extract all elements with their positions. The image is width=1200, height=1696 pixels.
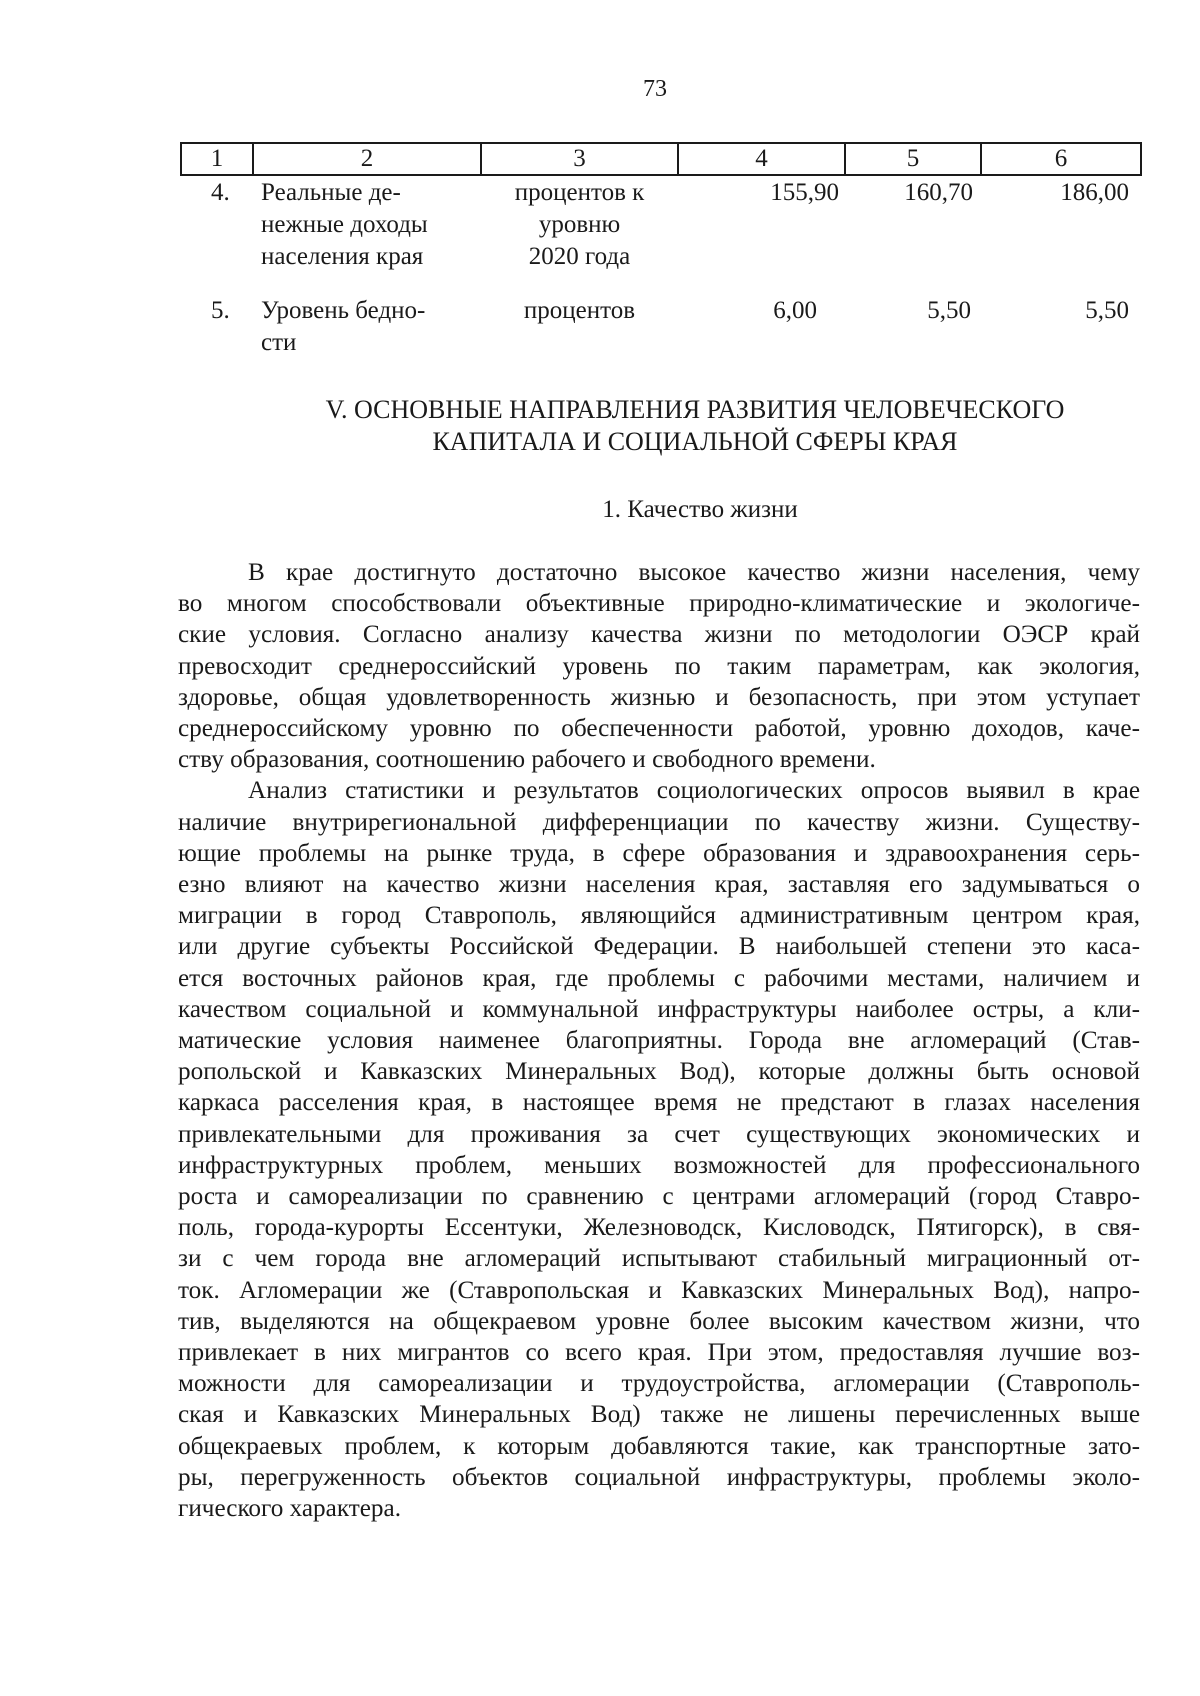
indicators-table — [180, 142, 1142, 359]
text-line: инфраструктурных проблем, меньших возможностей для профессионального — [178, 1151, 1140, 1179]
text-line: езно влияют на качество жизни населения края, заставляя его задумываться о — [178, 871, 1140, 899]
indicator-name-line: нежные доходы — [261, 211, 428, 238]
section-title-line: V. ОСНОВНЫЕ НАПРАВЛЕНИЯ РАЗВИТИЯ ЧЕЛОВЕЧЕСКОГО — [325, 395, 1065, 424]
text-line: ток. Агломерации же (Ставропольская и Кавказских Минеральных Вод), напро- — [178, 1276, 1140, 1304]
section-title-line: КАПИТАЛА И СОЦИАЛЬНОЙ СФЕРЫ КРАЯ — [432, 427, 958, 456]
body-text — [178, 557, 1140, 1524]
text-line: миграции в город Ставрополь, являющийся административным центром края, — [178, 902, 1140, 930]
table-header-cell: 3 — [481, 143, 678, 175]
table-header-cell: 1 — [181, 143, 253, 175]
subsection-title: 1. Качество жизни — [602, 496, 798, 523]
indicator-unit — [481, 175, 678, 295]
text-line: каркаса расселения края, в настоящее время не предстают в глазах населения — [178, 1089, 1140, 1117]
text-line: ется восточных районов края, где проблемы с рабочими местами, наличием и — [178, 964, 1140, 992]
text-line: общекраевых проблем, к которым добавляются такие, как транспортные зато- — [178, 1432, 1140, 1460]
table-header-cell: 5 — [845, 143, 981, 175]
indicator-unit-line: процентов к — [514, 179, 645, 206]
text-line: можности для самореализации и трудоустройства, агломерации (Ставрополь- — [178, 1370, 1140, 1398]
indicator-unit-line: процентов — [523, 297, 636, 324]
text-line: наличие внутрирегиональной дифференциации по качеству жизни. Существу- — [178, 808, 1140, 836]
indicator-name — [253, 295, 481, 359]
text-line: здоровье, общая удовлетворенность жизнью и безопасность, при этом уступает — [178, 683, 1140, 711]
indicator-unit-line: 2020 года — [528, 243, 631, 270]
indicator-name-line: Уровень бедно- — [261, 297, 426, 324]
table-row — [181, 175, 1141, 295]
text-line: ская и Кавказских Минеральных Вод) также не лишены перечисленных выше — [178, 1401, 1140, 1429]
table-header-cell: 2 — [253, 143, 481, 175]
paragraph — [178, 557, 1140, 775]
indicator-name-line: сти — [261, 329, 297, 356]
text-line: во многом способствовали объективные природно-климатические и экологиче- — [178, 590, 1140, 618]
value-cell-6: 5,50 — [1085, 297, 1129, 324]
text-line: ропольской и Кавказских Минеральных Вод), которые должны быть основой — [178, 1058, 1140, 1086]
text-line: привлекает в них мигрантов со всего края. При этом, предоставляя лучшие воз- — [178, 1339, 1140, 1367]
text-line: ры, перегруженность объектов социальной инфраструктуры, проблемы эколо- — [178, 1463, 1140, 1491]
text-line: или другие субъекты Российской Федерации. В наибольшей степени это каса- — [178, 933, 1140, 961]
value-cell-5: 5,50 — [927, 297, 971, 324]
text-line: В крае достигнуто достаточно высокое качество жизни населения, чему — [248, 559, 1140, 586]
indicator-unit-line: уровню — [538, 211, 621, 238]
table-header-cell: 4 — [678, 143, 845, 175]
text-line: поль, города-курорты Ессентуки, Железноводск, Кисловодск, Пятигорск), в свя- — [178, 1214, 1140, 1242]
text-line: Анализ статистики и результатов социологических опросов выявил в крае — [248, 777, 1140, 805]
row-number: 5. — [211, 297, 230, 324]
paragraph — [178, 775, 1140, 1524]
table-header-cell: 6 — [981, 143, 1141, 175]
text-line: превосходит среднероссийский уровень по таким параметрам, как экология, — [178, 652, 1140, 680]
text-line: привлекательными для проживания за счет существующих экономических и — [178, 1120, 1140, 1148]
page-number: 73 — [643, 76, 667, 102]
text-line: среднероссийскому уровню по обеспеченности работой, уровню доходов, каче- — [178, 715, 1140, 743]
text-line: качеством социальной и коммунальной инфраструктуры наиболее остры, а кли- — [178, 995, 1140, 1023]
text-line: гического характера. — [178, 1495, 401, 1523]
value-cell-4: 6,00 — [773, 297, 817, 324]
value-cell-4: 155,90 — [770, 179, 839, 206]
indicator-name-line: населения края — [261, 243, 424, 270]
text-line: ству образования, соотношению рабочего и свободного времени. — [178, 746, 876, 774]
row-number: 4. — [211, 179, 230, 206]
value-cell-6: 186,00 — [1060, 179, 1129, 206]
value-cell-5: 160,70 — [904, 179, 973, 206]
text-line: роста и самореализации по сравнению с центрами агломераций (город Ставро- — [178, 1183, 1140, 1211]
text-line: зи с чем города вне агломераций испытывают стабильный миграционный от- — [178, 1245, 1140, 1273]
table-row — [181, 295, 1141, 359]
indicator-name-line: Реальные де- — [261, 179, 401, 206]
indicator-unit — [481, 295, 678, 359]
section-title — [180, 394, 1140, 458]
indicator-name — [253, 175, 481, 295]
text-line: ющие проблемы на рынке труда, в сфере образования и здравоохранения серь- — [178, 839, 1140, 867]
text-line: матические условия наименее благоприятны. Города вне агломераций (Став- — [178, 1027, 1140, 1055]
table-header-row — [181, 143, 1141, 175]
text-line: тив, выделяются на общекраевом уровне более высоким качеством жизни, что — [178, 1307, 1140, 1335]
text-line: ские условия. Согласно анализу качества жизни по методологии ОЭСР край — [178, 621, 1140, 649]
